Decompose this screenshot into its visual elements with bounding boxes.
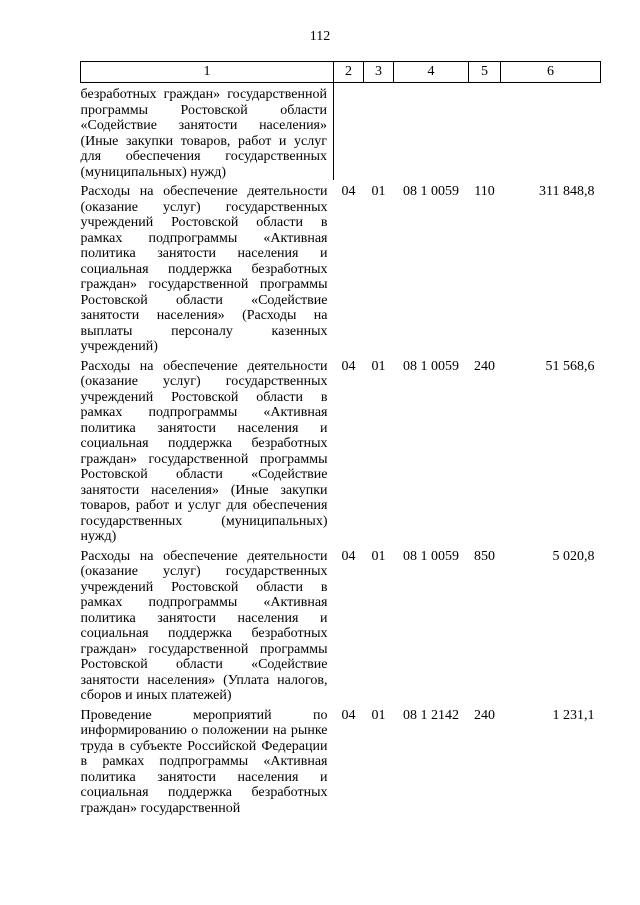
row-subsection: 01	[371, 548, 386, 564]
table-header	[81, 62, 601, 83]
budget-table	[80, 61, 601, 816]
row-description: Расходы на обеспечение деятельности (оказание услуг) государственных учреждений Ростовской области в рамках подпрограммы «Активная политика занятости населения и социальная поддержка безработных граждан» государственной программы Ростовской области «Содействие занятости населения» (Расходы на выплаты персоналу казенных учреждений)	[80, 184, 328, 354]
table-row	[81, 704, 601, 817]
row-description: Расходы на обеспечение деятельности (оказание услуг) государственных учреждений Ростовской области в рамках подпрограммы «Активная политика занятости населения и социальная поддержка безработных граждан» государственной программы Ростовской области «Содействие занятости населения» (Иные закупки товаров, работ и услуг для обеспечения государственных (муниципальных) нужд)	[80, 358, 328, 544]
empty-cell	[394, 83, 469, 181]
row-subsection: 01	[371, 358, 386, 374]
row-section: 04	[341, 358, 356, 374]
row-subsection: 01	[371, 707, 386, 723]
table-row-continuation	[81, 83, 601, 181]
header-col-2: 2	[334, 62, 364, 83]
row-type: 110	[474, 184, 495, 199]
empty-cell	[334, 83, 364, 181]
row-subsection: 01	[371, 184, 386, 199]
empty-cell	[469, 83, 501, 181]
row-type: 240	[474, 707, 495, 723]
empty-cell	[364, 83, 394, 181]
table-row	[81, 545, 601, 704]
header-col-1: 1	[81, 62, 334, 83]
header-col-5: 5	[469, 62, 501, 83]
row-type: 240	[474, 358, 495, 374]
page-number: 112	[309, 29, 331, 44]
row-amount: 5 020,8	[552, 548, 595, 564]
row-target: 08 1 0059	[403, 358, 459, 374]
row-target: 08 1 2142	[403, 707, 459, 723]
table-body	[81, 83, 601, 817]
header-col-4: 4	[394, 62, 469, 83]
table-row	[81, 180, 601, 355]
row-type: 850	[474, 548, 495, 564]
header-row	[81, 62, 601, 83]
row-amount: 51 568,6	[545, 358, 595, 374]
continuation-description: безработных граждан» государственной программы Ростовской области «Содействие занятости населения» (Иные закупки товаров, работ и услуг для обеспечения государственных (муниципальных) нужд)	[81, 83, 334, 181]
empty-cell	[501, 83, 601, 181]
row-description: Проведение мероприятий по информированию о положении на рынке труда в субъекте Российской Федерации в рамках подпрограммы «Активная политика занятости населения и социальная поддержка безработных граждан» государственной	[80, 707, 328, 816]
header-col-6: 6	[501, 62, 601, 83]
row-amount: 1 231,1	[552, 707, 595, 723]
row-section: 04	[341, 707, 356, 723]
row-description: Расходы на обеспечение деятельности (оказание услуг) государственных учреждений Ростовской области в рамках подпрограммы «Активная политика занятости населения и социальная поддержка безработных граждан» государственной программы Ростовской области «Содействие занятости населения» (Уплата налогов, сборов и иных платежей)	[80, 548, 328, 703]
table-row	[81, 355, 601, 545]
row-target: 08 1 0059	[403, 184, 459, 199]
row-section: 04	[341, 184, 356, 199]
header-col-3: 3	[364, 62, 394, 83]
row-section: 04	[341, 548, 356, 564]
row-target: 08 1 0059	[403, 548, 459, 564]
row-amount: 311 848,8	[539, 184, 595, 199]
